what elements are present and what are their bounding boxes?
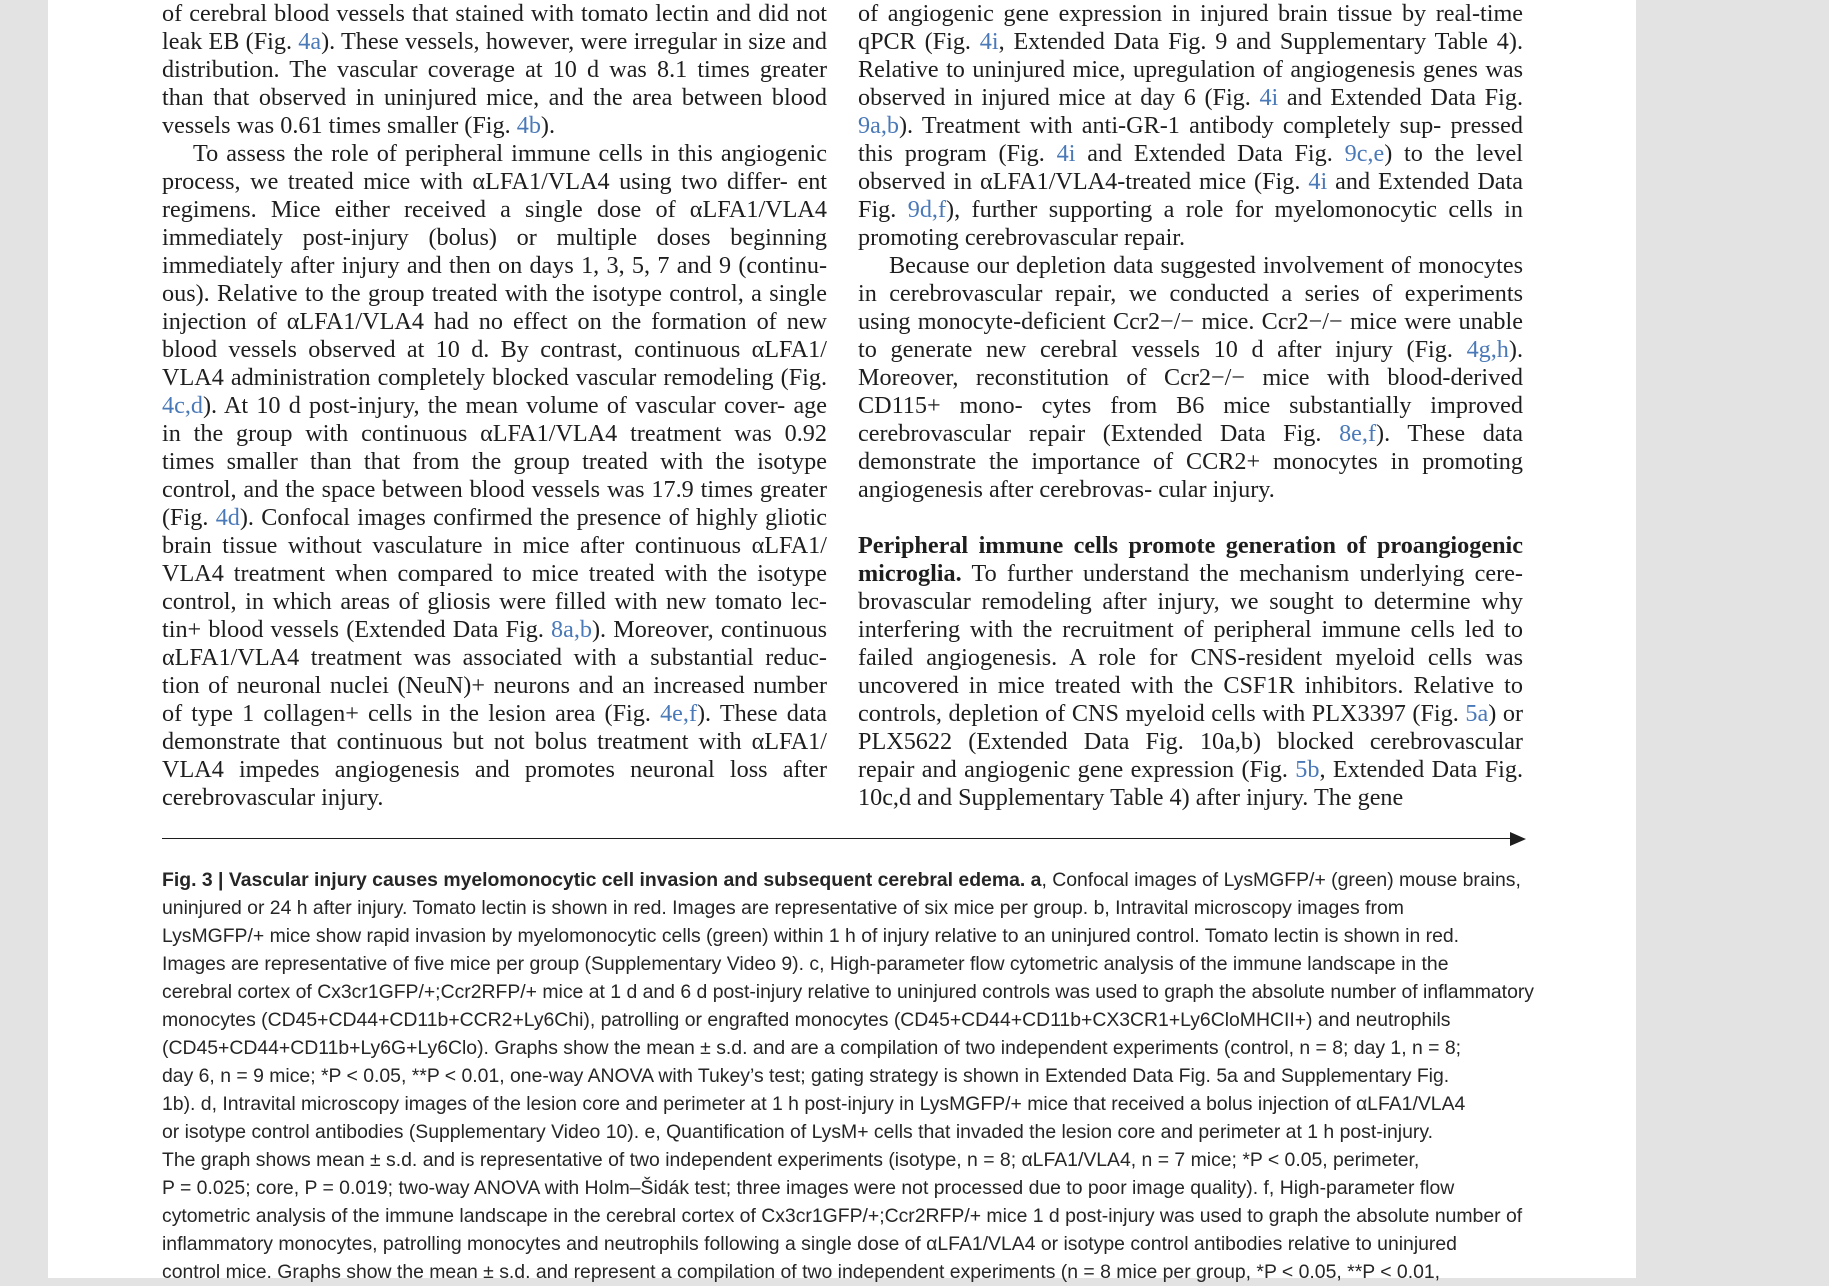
figure-reference-link[interactable]: 4a [298, 28, 322, 55]
figure-reference-link[interactable]: 5a [1465, 700, 1489, 727]
paragraph-microglia [858, 532, 1523, 812]
paragraph-gene-expression [858, 0, 1523, 252]
text-line: brain tissue without vasculature in mice after continuous αLFA1/ [162, 532, 827, 559]
text-line: brovascular remodeling after injury, we sought to determine why [858, 588, 1523, 615]
text-line: tion of neuronal nuclei (NeuN)+ neurons and an increased number [162, 672, 827, 699]
caption-line: cerebral cortex of Cx3cr1GFP/+;Ccr2RFP/+ mice at 1 d and 6 d post-injury relative to uninjured controls was used to graph the absolute number of inflammatory [162, 981, 1535, 1003]
caption-line: day 6, n = 9 mice; *P < 0.05, **P < 0.01, one-way ANOVA with Tukey’s test; gating strategy is shown in Extended Data Fig. 5a and Supplementary Fig. [162, 1065, 1450, 1087]
text-line: To further understand the mechanism underlying cere- [961, 560, 1523, 587]
text-line: Relative to uninjured mice, upregulation of angiogenesis genes [858, 56, 1478, 83]
text-line: cerebrovascular injury. [162, 784, 384, 811]
text-line: level observed in αLFA1/VLA4-treated mice (Fig. 4i and Extended [858, 140, 1523, 195]
text-line: to failed angiogenesis. A role for CNS-resident myeloid cells was [858, 616, 1523, 671]
figure-reference-link[interactable]: 4i [1056, 140, 1076, 167]
text-line: of cerebral blood vessels that stained with tomato lectin and did [162, 0, 789, 27]
text-line: VLA4 impedes angiogenesis and promotes neuronal loss after [162, 756, 827, 783]
caption-line: cytometric analysis of the immune landscape in the cerebral cortex of Cx3cr1GFP/+;Ccr2RFP/+ mice 1 d post-injury was used to graph the absolute number of [162, 1205, 1523, 1227]
text-line: (Extended Data Fig. 8e,f). These data demonstrate the importance [858, 420, 1524, 475]
text-line: ent regimens. Mice either received a single dose of αLFA1/VLA4 [162, 168, 828, 223]
text-line: interfering with the recruitment of peripheral immune cells led [858, 616, 1495, 643]
figure-reference-link[interactable]: 4e,f [660, 700, 697, 727]
text-line: generate new cerebral vessels 10 d after injury (Fig. 4g,h). Moreover, [858, 336, 1523, 391]
caption-line: inflammatory monocytes, patrolling monocytes and neutrophils following a single dose of αLFA1/VLA4 or isotype control antibodies relative to uninjured [162, 1233, 1457, 1255]
text-line: repair and angiogenic gene expression (Fig. 5b, Extended Data [858, 756, 1478, 783]
text-line: using monocyte-deficient Ccr2−/− mice. Ccr2−/− mice were unable to [858, 308, 1523, 363]
text-line: times smaller than that from the group treated with the isotype [162, 448, 827, 475]
text-line: VLA4 administration completely blocked vascular remodeling [162, 364, 774, 391]
text-line: ous). Relative to the group treated with the isotype control, a single [162, 280, 827, 307]
caption-line: LysMGFP/+ mice show rapid invasion by myelomonocytic cells (green) within 1 h of injury relative to an uninjured control. Tomato lectin is shown in red. [162, 925, 1460, 947]
text-line: Fig. 10c,d and Supplementary Table 4) after injury. The gene [858, 756, 1524, 811]
text-line: uncovered in mice treated with the CSF1R inhibitors. Relative to [858, 672, 1523, 699]
caption-line: control mice. Graphs show the mean ± s.d. and represent a compilation of two independent experiments (n = 8 mice per group, *P < 0.05, **P < 0.01, [162, 1261, 1441, 1283]
caption-text: , Confocal images of LysMGFP/+ (green) mouse brains, [1041, 869, 1521, 891]
section-gap [858, 504, 1523, 532]
figure-reference-link[interactable]: 9d,f [907, 196, 947, 223]
caption-line: Images are representative of five mice per group (Supplementary Video 9). c, High-parameter flow cytometric analysis of the immune landscape in the [162, 953, 1449, 975]
caption-title: Fig. 3 | Vascular injury causes myelomonocytic cell invasion and subsequent cerebral edema. a [162, 869, 1042, 891]
figure-reference-link[interactable]: 4i [1308, 168, 1328, 195]
text-line: To assess the role of peripheral immune cells in this angiogenic [193, 140, 827, 167]
text-line: αLFA1/VLA4 treatment was associated with a substantial reduc- [162, 644, 827, 671]
figure-reference-link[interactable]: 4i [979, 28, 999, 55]
text-line: or PLX5622 (Extended Data Fig. 10a,b) blocked cerebrovascular [858, 700, 1523, 755]
text-line: Data Fig. 9d,f), further supporting a role for myelomonocytic cells [858, 168, 1523, 223]
text-line: (Fig. 4d). Confocal images confirmed the presence of highly gliotic [162, 504, 827, 531]
text-line: of CCR2+ monocytes in promoting angiogenesis after cerebrovas- [858, 448, 1523, 503]
figure-reference-link[interactable]: 4g,h [1466, 336, 1509, 363]
caption-line: uninjured or 24 h after injury. Tomato lectin is shown in red. Images are representative of six mice per group. b, Intravital microscopy images from [162, 897, 1404, 919]
left-column [162, 0, 827, 812]
figure-reference-link[interactable]: 8e,f [1339, 420, 1377, 447]
caption-line: monocytes (CD45+CD44+CD11b+CCR2+Ly6Chi), patrolling or engrafted monocytes (CD45+CD44+CD11b+CX3CR1+Ly6CloMHCII+) and neutrophils [162, 1009, 1451, 1031]
caption-line: The graph shows mean ± s.d. and is representative of two independent experiments (isotype, n = 8; αLFA1/VLA4, n = 7 mice; *P < 0.05, perimeter, [162, 1149, 1420, 1171]
text-line: of type 1 collagen+ cells in the lesion area (Fig. 4e,f). These data [162, 700, 828, 727]
page [48, 0, 1636, 1283]
caption-line: (CD45+CD44+CD11b+Ly6G+Ly6Clo). Graphs show the mean ± s.d. and are a compilation of two independent experiments (control, n = 8; day 1, n = 8; [162, 1037, 1462, 1059]
figure-caption [162, 866, 1562, 1286]
section-heading: microglia. [858, 560, 962, 587]
figure-reference-link[interactable]: 4b [516, 112, 541, 139]
text-line: of angiogenic gene expression in injured brain tissue by real-time [858, 0, 1523, 27]
text-line: control, and the space between blood vessels was 17.9 times greater [162, 476, 827, 503]
figure-reference-link[interactable]: 4i [1259, 84, 1279, 111]
caption-line: P = 0.025; core, P = 0.019; two-way ANOVA with Holm–Šidák test; three images were not processed due to poor image quality). f, High-parameter flow [162, 1177, 1455, 1199]
text-line: Fig. 9a,b). Treatment with anti-GR-1 antibody completely sup- [858, 84, 1523, 139]
continuation-arrow-line [162, 838, 1523, 839]
text-line: age in the group with continuous αLFA1/VLA4 treatment was 0.92 [162, 392, 828, 447]
figure-reference-link[interactable]: 5b [1295, 756, 1320, 783]
paragraph-immune-cells [162, 140, 827, 812]
arrow-right-icon [1510, 832, 1526, 846]
text-line: demonstrate that continuous but not bolus treatment with αLFA1/ [162, 728, 827, 755]
text-line: VLA4 treatment when compared to mice treated with the isotype [162, 560, 827, 587]
right-column [858, 0, 1523, 812]
text-line: tin+ blood vessels (Extended Data Fig. 8a,b). Moreover, continuous [162, 616, 827, 643]
text-line: blood vessels observed at 10 d. By contrast, continuous αLFA1/ [162, 336, 827, 363]
text-line: immediately post-injury (bolus) or multiple doses beginning [162, 224, 827, 251]
paragraph-continued [162, 0, 827, 140]
text-line: vessels was 0.61 times smaller (Fig. 4b). [162, 112, 556, 139]
text-line: reconstitution of Ccr2−/− mice with blood-derived CD115+ mono- [858, 364, 1524, 419]
figure-reference-link[interactable]: 9c,e [1344, 140, 1385, 167]
text-line: not leak EB (Fig. 4a). These vessels, however, were irregular in size [162, 0, 828, 55]
text-line: in cerebrovascular repair, we conducted a series of experiments [858, 280, 1523, 307]
text-line: (Fig. 4c,d). At 10 d post-injury, the mean volume of vascular cover- [162, 364, 828, 419]
text-line: in promoting cerebrovascular repair. [858, 196, 1523, 251]
figure-reference-link[interactable]: 4d [215, 504, 240, 531]
figure-reference-link[interactable]: 8a,b [551, 616, 592, 643]
section-heading: Peripheral immune cells promote generation of proangiogenic [858, 532, 1523, 559]
text-line: qPCR (Fig. 4i, Extended Data Fig. 9 and Supplementary Table 4). [858, 28, 1523, 55]
figure-reference-link[interactable]: 4c,d [162, 392, 203, 419]
text-line: Because our depletion data suggested involvement of monocytes [889, 252, 1523, 279]
text-line: cular injury. [1158, 476, 1275, 503]
text-line: process, we treated mice with αLFA1/VLA4 using two differ- [162, 168, 788, 195]
caption-line [162, 866, 1562, 894]
text-line: pressed this program (Fig. 4i and Extended Data Fig. 9c,e) to the [858, 112, 1523, 167]
paragraph-monocytes [858, 252, 1523, 504]
text-line: controls, depletion of CNS myeloid cells with PLX3397 (Fig. 5a) [858, 700, 1497, 727]
text-line: cytes from B6 mice substantially improved cerebrovascular repair [858, 392, 1524, 447]
text-line: than that observed in uninjured mice, and the area between blood [162, 84, 827, 111]
caption-line: or isotype control antibodies (Supplementary Video 10). e, Quantification of LysM+ cells that invaded the lesion core and perimeter at 1 h post-injury. [162, 1121, 1433, 1143]
text-line: immediately after injury and then on days 1, 3, 5, 7 and 9 (continu- [162, 252, 827, 279]
text-line: injection of αLFA1/VLA4 had no effect on the formation of new [162, 308, 827, 335]
text-line: was observed in injured mice at day 6 (Fig. 4i and Extended Data [858, 56, 1523, 111]
text-line: control, in which areas of gliosis were filled with new tomato lec- [162, 588, 827, 615]
figure-reference-link[interactable]: 9a,b [858, 112, 899, 139]
caption-line: 1b). d, Intravital microscopy images of the lesion core and perimeter at 1 h post-injury in LysMGFP/+ mice that received a bolus injection of αLFA1/VLA4 [162, 1093, 1466, 1115]
text-line: and distribution. The vascular coverage at 10 d was 8.1 times greater [162, 28, 828, 83]
